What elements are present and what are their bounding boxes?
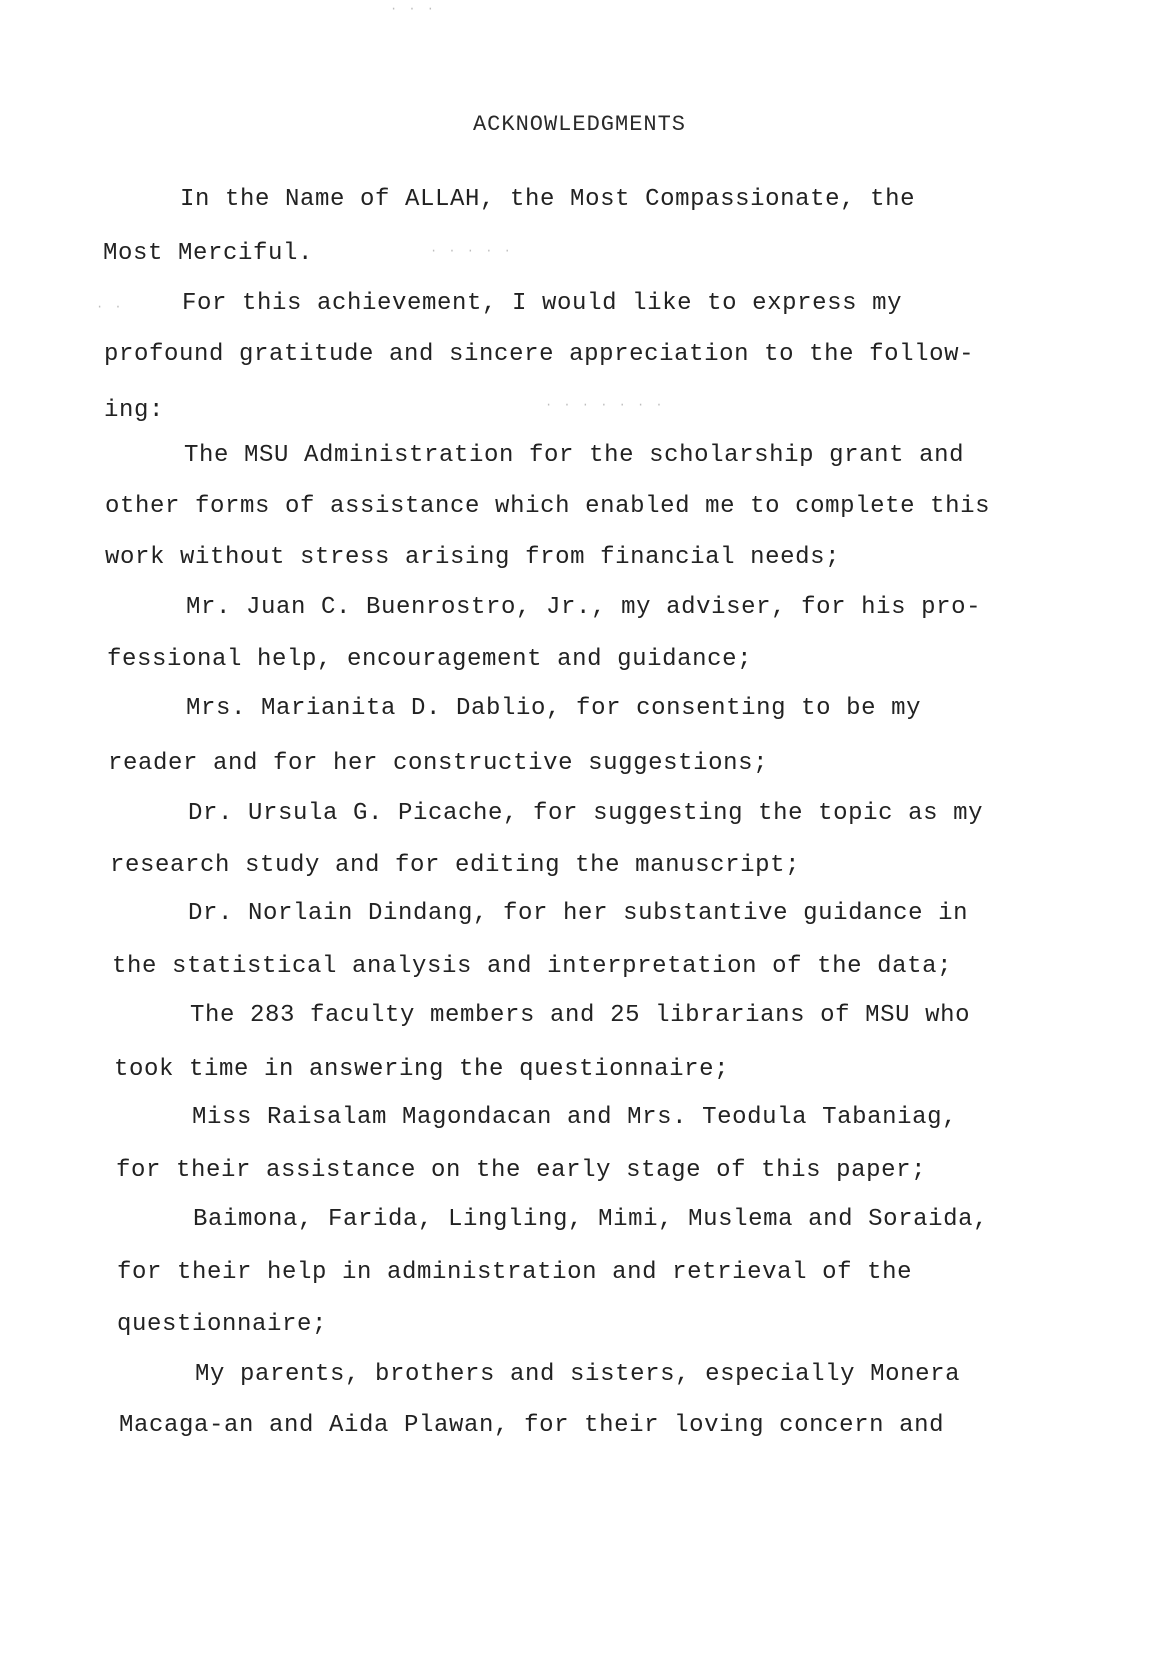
text-line: The 283 faculty members and 25 librarians of MSU who [190,1002,971,1029]
text-line: Mr. Juan C. Buenrostro, Jr., my adviser, for his pro- [186,594,982,621]
text-line: My parents, brothers and sisters, especially Monera [195,1361,961,1388]
text-line: The MSU Administration for the scholarship grant and [184,442,965,469]
text-line: Dr. Ursula G. Picache, for suggesting the topic as my [188,800,984,827]
page-title: ACKNOWLEDGMENTS [472,112,687,137]
text-line: for their assistance on the early stage of this paper; [116,1157,927,1184]
text-line: research study and for editing the manuscript; [110,852,801,879]
text-line: Baimona, Farida, Lingling, Mimi, Muslema and Soraida, [193,1206,989,1233]
scan-speck: · · [96,300,124,314]
text-line: Miss Raisalam Magondacan and Mrs. Teodula Tabaniag, [192,1104,958,1131]
text-line: In the Name of ALLAH, the Most Compassionate, the [180,186,916,213]
text-line: the statistical analysis and interpretation of the data; [112,953,953,980]
text-line: work without stress arising from financial needs; [105,544,841,571]
text-line: took time in answering the questionnaire; [114,1056,730,1083]
text-line: other forms of assistance which enabled me to complete this [105,493,991,520]
text-line: for their help in administration and retrieval of the [117,1259,913,1286]
text-line: Most Merciful. [103,240,314,267]
scan-speck: · · · · · [430,244,513,258]
text-line: Dr. Norlain Dindang, for her substantive guidance in [188,900,969,927]
text-line: Mrs. Marianita D. Dablio, for consenting to be my [186,695,922,722]
text-line: questionnaire; [117,1311,328,1338]
text-line: fessional help, encouragement and guidance; [107,646,753,673]
text-line: ing: [104,397,165,424]
text-line: reader and for her constructive suggestions; [108,750,769,777]
scan-speck: · · · [390,2,437,16]
scan-speck: · · · · · · · [545,398,665,412]
text-line: For this achievement, I would like to express my [182,290,903,317]
text-line: profound gratitude and sincere appreciation to the follow- [104,341,975,368]
text-line: Macaga-an and Aida Plawan, for their loving concern and [119,1412,945,1439]
